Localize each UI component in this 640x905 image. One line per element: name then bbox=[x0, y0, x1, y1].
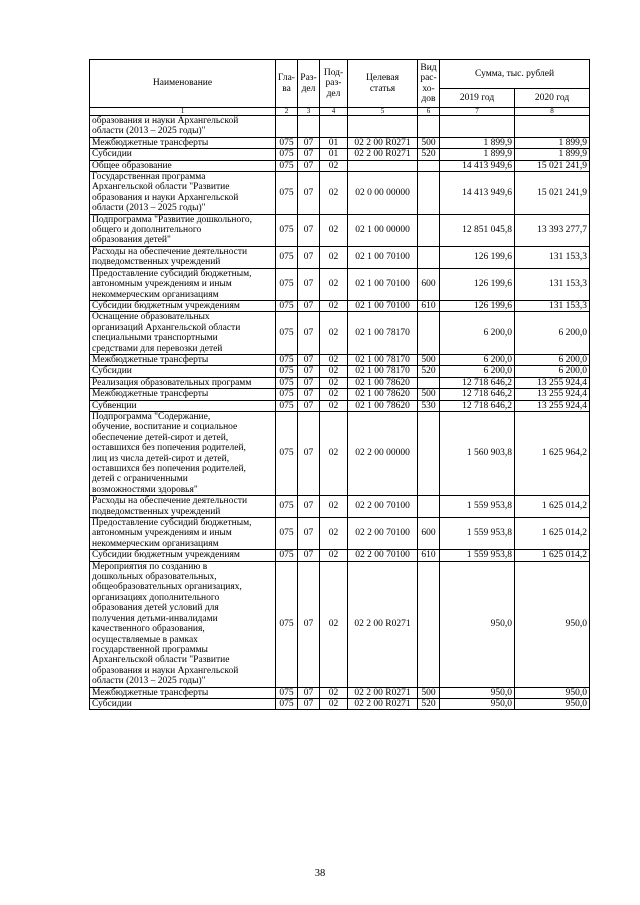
cell-2019: 12 718 646,2 bbox=[440, 400, 515, 411]
col-number: 6 bbox=[418, 108, 440, 116]
cell-name: Межбюджетные трансферты bbox=[90, 687, 276, 698]
cell-razdel: 07 bbox=[298, 366, 320, 377]
cell-name: Межбюджетные трансферты bbox=[90, 389, 276, 400]
cell-razdel: 07 bbox=[298, 518, 320, 550]
cell-glava: 075 bbox=[276, 389, 298, 400]
cell-2019: 14 413 949,6 bbox=[440, 172, 515, 215]
table-row bbox=[90, 389, 590, 400]
cell-glava: 075 bbox=[276, 496, 298, 518]
cell-podrazdel bbox=[320, 116, 348, 138]
cell-vid: 600 bbox=[418, 518, 440, 550]
cell-2020 bbox=[515, 116, 590, 138]
cell-2020: 1 625 014,2 bbox=[515, 496, 590, 518]
cell-2019: 6 200,0 bbox=[440, 366, 515, 377]
cell-podrazdel: 02 bbox=[320, 160, 348, 171]
cell-vid bbox=[418, 214, 440, 246]
cell-2019: 126 199,6 bbox=[440, 300, 515, 311]
cell-glava: 075 bbox=[276, 149, 298, 160]
cell-2020: 15 021 241,9 bbox=[515, 160, 590, 171]
cell-vid: 500 bbox=[418, 389, 440, 400]
cell-razdel: 07 bbox=[298, 687, 320, 698]
table-row bbox=[90, 561, 590, 687]
cell-2019 bbox=[440, 116, 515, 138]
cell-vid: 610 bbox=[418, 550, 440, 561]
cell-2020: 1 625 014,2 bbox=[515, 550, 590, 561]
cell-2020: 1 899,9 bbox=[515, 149, 590, 160]
cell-2020: 1 625 014,2 bbox=[515, 518, 590, 550]
cell-name: Субсидии bbox=[90, 366, 276, 377]
cell-vid: 520 bbox=[418, 366, 440, 377]
cell-podrazdel: 02 bbox=[320, 377, 348, 388]
cell-name: образования и науки Архангельской области (2013 – 2025 годы)" bbox=[90, 116, 276, 138]
cell-2020: 13 255 924,4 bbox=[515, 400, 590, 411]
cell-podrazdel: 02 bbox=[320, 389, 348, 400]
column-number-row bbox=[90, 108, 590, 116]
cell-2020: 131 153,3 bbox=[515, 268, 590, 300]
table-row bbox=[90, 518, 590, 550]
cell-target bbox=[348, 160, 418, 171]
cell-2020: 6 200,0 bbox=[515, 354, 590, 365]
cell-2019: 6 200,0 bbox=[440, 354, 515, 365]
cell-name: Оснащение образовательных организаций Архангельской области специальными транспортными средствами для перевозки детей bbox=[90, 312, 276, 355]
col-number: 7 bbox=[440, 108, 515, 116]
cell-2019: 1 559 953,8 bbox=[440, 496, 515, 518]
cell-name: Расходы на обеспечение деятельности подведомственных учреждений bbox=[90, 246, 276, 268]
cell-vid: 610 bbox=[418, 300, 440, 311]
cell-razdel: 07 bbox=[298, 149, 320, 160]
table-row bbox=[90, 687, 590, 698]
cell-2019: 12 718 646,2 bbox=[440, 377, 515, 388]
header-podrazdel: Под- раз- дел bbox=[320, 60, 348, 108]
cell-target: 02 2 00 70100 bbox=[348, 550, 418, 561]
cell-2019: 14 413 949,6 bbox=[440, 160, 515, 171]
table-row bbox=[90, 411, 590, 495]
header-target: Целевая статья bbox=[348, 60, 418, 108]
cell-vid: 500 bbox=[418, 354, 440, 365]
cell-2019: 126 199,6 bbox=[440, 268, 515, 300]
cell-name: Реализация образовательных программ bbox=[90, 377, 276, 388]
cell-glava: 075 bbox=[276, 377, 298, 388]
cell-razdel: 07 bbox=[298, 354, 320, 365]
cell-glava: 075 bbox=[276, 561, 298, 687]
table-row bbox=[90, 137, 590, 148]
cell-glava: 075 bbox=[276, 698, 298, 709]
cell-name: Межбюджетные трансферты bbox=[90, 137, 276, 148]
cell-glava: 075 bbox=[276, 268, 298, 300]
cell-glava: 075 bbox=[276, 246, 298, 268]
cell-2020: 950,0 bbox=[515, 687, 590, 698]
cell-glava: 075 bbox=[276, 411, 298, 495]
cell-vid bbox=[418, 377, 440, 388]
cell-name: Субвенции bbox=[90, 400, 276, 411]
cell-name: Субсидии бюджетным учреждениям bbox=[90, 550, 276, 561]
table-row bbox=[90, 312, 590, 355]
cell-razdel: 07 bbox=[298, 561, 320, 687]
table-row bbox=[90, 246, 590, 268]
cell-vid bbox=[418, 116, 440, 138]
cell-name: Подпрограмма "Развитие дошкольного, общего и дополнительного образования детей" bbox=[90, 214, 276, 246]
col-number: 5 bbox=[348, 108, 418, 116]
cell-razdel: 07 bbox=[298, 312, 320, 355]
table-row bbox=[90, 698, 590, 709]
cell-podrazdel: 02 bbox=[320, 312, 348, 355]
cell-razdel: 07 bbox=[298, 300, 320, 311]
cell-2020: 6 200,0 bbox=[515, 366, 590, 377]
cell-vid bbox=[418, 246, 440, 268]
cell-2020: 950,0 bbox=[515, 561, 590, 687]
cell-glava: 075 bbox=[276, 312, 298, 355]
cell-podrazdel: 01 bbox=[320, 149, 348, 160]
cell-target: 02 1 00 00000 bbox=[348, 214, 418, 246]
col-number: 2 bbox=[276, 108, 298, 116]
cell-target: 02 1 00 78620 bbox=[348, 377, 418, 388]
cell-glava: 075 bbox=[276, 137, 298, 148]
cell-podrazdel: 01 bbox=[320, 137, 348, 148]
cell-2020: 950,0 bbox=[515, 698, 590, 709]
cell-target: 02 1 00 78170 bbox=[348, 366, 418, 377]
cell-vid bbox=[418, 312, 440, 355]
cell-2019: 12 718 646,2 bbox=[440, 389, 515, 400]
cell-name: Предоставление субсидий бюджетным, автономным учреждениям и иным некоммерческим организациям bbox=[90, 268, 276, 300]
cell-2019: 950,0 bbox=[440, 561, 515, 687]
cell-target: 02 1 00 78170 bbox=[348, 354, 418, 365]
cell-2020: 131 153,3 bbox=[515, 300, 590, 311]
cell-podrazdel: 02 bbox=[320, 687, 348, 698]
cell-2019: 126 199,6 bbox=[440, 246, 515, 268]
cell-2019: 1 899,9 bbox=[440, 149, 515, 160]
cell-vid bbox=[418, 172, 440, 215]
cell-vid: 530 bbox=[418, 400, 440, 411]
cell-razdel: 07 bbox=[298, 172, 320, 215]
cell-razdel: 07 bbox=[298, 377, 320, 388]
cell-2019: 950,0 bbox=[440, 698, 515, 709]
table-row bbox=[90, 214, 590, 246]
cell-2020: 15 021 241,9 bbox=[515, 172, 590, 215]
table-row bbox=[90, 377, 590, 388]
cell-razdel: 07 bbox=[298, 389, 320, 400]
cell-razdel: 07 bbox=[298, 246, 320, 268]
cell-2020: 1 899,9 bbox=[515, 137, 590, 148]
cell-target: 02 1 00 70100 bbox=[348, 268, 418, 300]
table-row bbox=[90, 354, 590, 365]
cell-glava: 075 bbox=[276, 172, 298, 215]
header-2020: 2020 год bbox=[515, 89, 590, 108]
cell-name: Расходы на обеспечение деятельности подведомственных учреждений bbox=[90, 496, 276, 518]
cell-podrazdel: 02 bbox=[320, 698, 348, 709]
cell-razdel: 07 bbox=[298, 137, 320, 148]
cell-vid: 520 bbox=[418, 149, 440, 160]
cell-target: 02 2 00 00000 bbox=[348, 411, 418, 495]
cell-razdel: 07 bbox=[298, 268, 320, 300]
cell-2019: 1 559 953,8 bbox=[440, 518, 515, 550]
col-number: 8 bbox=[515, 108, 590, 116]
page-number: 38 bbox=[314, 868, 326, 879]
header-2019: 2019 год bbox=[440, 89, 515, 108]
cell-razdel: 07 bbox=[298, 411, 320, 495]
cell-vid: 600 bbox=[418, 268, 440, 300]
cell-2020: 13 393 277,7 bbox=[515, 214, 590, 246]
cell-target: 02 1 00 70100 bbox=[348, 246, 418, 268]
table-row bbox=[90, 116, 590, 138]
cell-razdel: 07 bbox=[298, 214, 320, 246]
cell-glava: 075 bbox=[276, 214, 298, 246]
cell-name: Государственная программа Архангельской области "Развитие образования и науки Архангельской области (2013 – 2025 годы)" bbox=[90, 172, 276, 215]
cell-2019: 1 559 953,8 bbox=[440, 550, 515, 561]
cell-podrazdel: 02 bbox=[320, 246, 348, 268]
cell-glava: 075 bbox=[276, 300, 298, 311]
cell-glava: 075 bbox=[276, 687, 298, 698]
cell-name: Субсидии bbox=[90, 149, 276, 160]
cell-podrazdel: 02 bbox=[320, 300, 348, 311]
col-number: 3 bbox=[298, 108, 320, 116]
cell-podrazdel: 02 bbox=[320, 366, 348, 377]
table-row bbox=[90, 160, 590, 171]
cell-2020: 13 255 924,4 bbox=[515, 377, 590, 388]
cell-vid: 500 bbox=[418, 137, 440, 148]
cell-podrazdel: 02 bbox=[320, 400, 348, 411]
cell-podrazdel: 02 bbox=[320, 561, 348, 687]
header-razdel: Раз- дел bbox=[298, 60, 320, 108]
cell-2020: 6 200,0 bbox=[515, 312, 590, 355]
cell-vid bbox=[418, 160, 440, 171]
col-number: 4 bbox=[320, 108, 348, 116]
header-name: Наименование bbox=[90, 60, 276, 108]
table-row bbox=[90, 268, 590, 300]
cell-name: Общее образование bbox=[90, 160, 276, 171]
cell-podrazdel: 02 bbox=[320, 518, 348, 550]
cell-vid: 520 bbox=[418, 698, 440, 709]
cell-name: Подпрограмма "Содержание, обучение, воспитание и социальное обеспечение детей-сирот и детей, оставшихся без попечения родителей, лиц из числа детей-сирот и детей, оставшихся без попечения родителей, детей с ограниченными возможностями здоровья" bbox=[90, 411, 276, 495]
cell-name: Субсидии bbox=[90, 698, 276, 709]
cell-glava: 075 bbox=[276, 518, 298, 550]
cell-podrazdel: 02 bbox=[320, 496, 348, 518]
cell-podrazdel: 02 bbox=[320, 550, 348, 561]
cell-glava: 075 bbox=[276, 550, 298, 561]
cell-target: 02 2 00 70100 bbox=[348, 518, 418, 550]
cell-2019: 6 200,0 bbox=[440, 312, 515, 355]
cell-2019: 950,0 bbox=[440, 687, 515, 698]
cell-target: 02 2 00 R0271 bbox=[348, 137, 418, 148]
budget-table bbox=[89, 59, 590, 710]
cell-podrazdel: 02 bbox=[320, 214, 348, 246]
cell-target: 02 2 00 R0271 bbox=[348, 149, 418, 160]
cell-razdel: 07 bbox=[298, 698, 320, 709]
table-row bbox=[90, 149, 590, 160]
cell-2019: 1 899,9 bbox=[440, 137, 515, 148]
cell-podrazdel: 02 bbox=[320, 172, 348, 215]
table-row bbox=[90, 550, 590, 561]
table-row bbox=[90, 300, 590, 311]
cell-target: 02 1 00 70100 bbox=[348, 300, 418, 311]
cell-target: 02 0 00 00000 bbox=[348, 172, 418, 215]
header-sum: Сумма, тыс. рублей bbox=[440, 60, 590, 89]
table-row bbox=[90, 366, 590, 377]
cell-glava: 075 bbox=[276, 366, 298, 377]
cell-vid: 500 bbox=[418, 687, 440, 698]
cell-razdel: 07 bbox=[298, 160, 320, 171]
cell-target: 02 2 00 R0271 bbox=[348, 698, 418, 709]
col-number: 1 bbox=[90, 108, 276, 116]
cell-target: 02 1 00 78620 bbox=[348, 400, 418, 411]
cell-target: 02 2 00 R0271 bbox=[348, 561, 418, 687]
cell-target: 02 1 00 78170 bbox=[348, 312, 418, 355]
cell-target: 02 2 00 R0271 bbox=[348, 687, 418, 698]
cell-razdel: 07 bbox=[298, 400, 320, 411]
cell-target bbox=[348, 116, 418, 138]
cell-glava: 075 bbox=[276, 354, 298, 365]
cell-2020: 131 153,3 bbox=[515, 246, 590, 268]
cell-target: 02 2 00 70100 bbox=[348, 496, 418, 518]
cell-podrazdel: 02 bbox=[320, 268, 348, 300]
cell-razdel: 07 bbox=[298, 550, 320, 561]
cell-2020: 13 255 924,4 bbox=[515, 389, 590, 400]
header-glava: Гла- ва bbox=[276, 60, 298, 108]
cell-name: Межбюджетные трансферты bbox=[90, 354, 276, 365]
cell-2020: 1 625 964,2 bbox=[515, 411, 590, 495]
cell-podrazdel: 02 bbox=[320, 411, 348, 495]
cell-name: Предоставление субсидий бюджетным, автономным учреждениям и иным некоммерческим организациям bbox=[90, 518, 276, 550]
table-row bbox=[90, 172, 590, 215]
cell-2019: 12 851 045,8 bbox=[440, 214, 515, 246]
cell-glava: 075 bbox=[276, 400, 298, 411]
cell-target: 02 1 00 78620 bbox=[348, 389, 418, 400]
cell-2019: 1 560 903,8 bbox=[440, 411, 515, 495]
cell-vid bbox=[418, 561, 440, 687]
cell-glava bbox=[276, 116, 298, 138]
cell-glava: 075 bbox=[276, 160, 298, 171]
header-vid: Вид рас- хо- дов bbox=[418, 60, 440, 108]
cell-razdel: 07 bbox=[298, 496, 320, 518]
table-row bbox=[90, 496, 590, 518]
cell-vid bbox=[418, 496, 440, 518]
cell-razdel bbox=[298, 116, 320, 138]
cell-name: Мероприятия по созданию в дошкольных образовательных, общеобразовательных организациях, организациях дополнительного образования детей условий для получения детьми-инвалидами качественного образования, осуществляемые в рамках государственной программы Архангельской области "Развитие образования и науки Архангельской области (2013 – 2025 годы)" bbox=[90, 561, 276, 687]
cell-vid bbox=[418, 411, 440, 495]
table-row bbox=[90, 400, 590, 411]
cell-podrazdel: 02 bbox=[320, 354, 348, 365]
cell-name: Субсидии бюджетным учреждениям bbox=[90, 300, 276, 311]
